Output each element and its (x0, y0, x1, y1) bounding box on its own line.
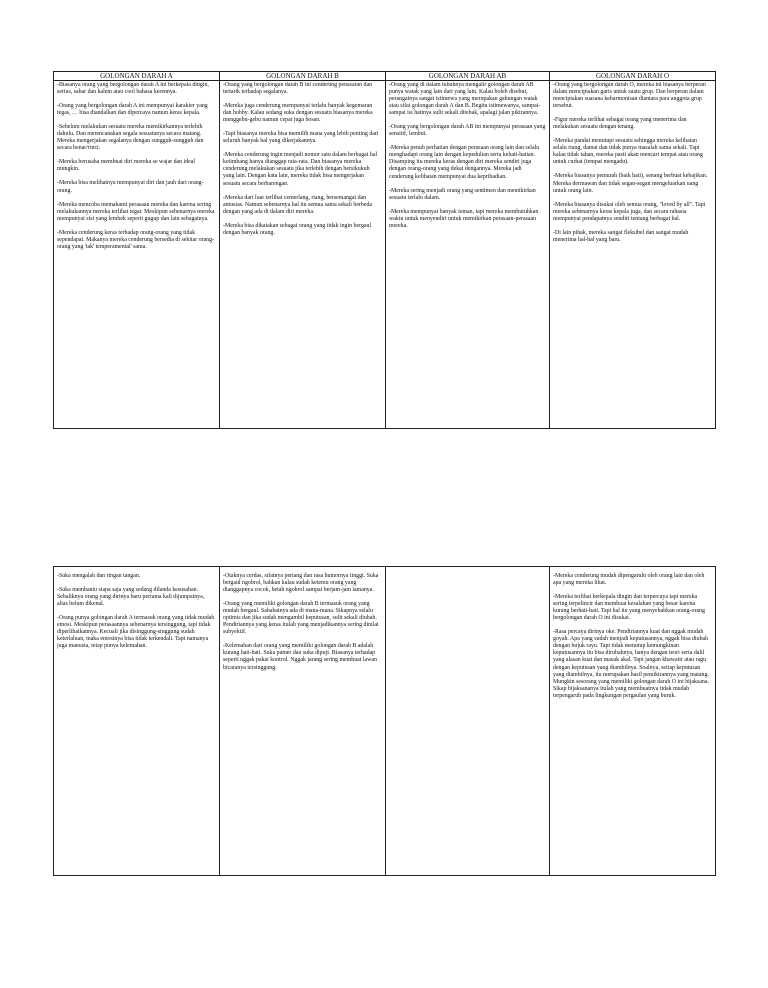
cell-paragraph: -Mereka dari luar terlihat cemerlang, riang, bersemangat dan antusias. Namun sebenarnya hal itu semua sama sekali berbeda dengan yang ada di dalam diri mereka. (223, 194, 373, 215)
cell-paragraph: -Mereka biasanya disukai oleh semua orang, "loved by all". Tapi mereka sebenarnya keras kepala juga, dan secara rahasia mempunyai pendapatnya sendiri tentang berbagai hal. (553, 201, 706, 222)
cell-paragraph: -Mereka pandai menutupi sesuatu sehingga mereka kelihatan selalu riang, damai dan tidak punya masalah sama sekali. Tapi kalau tidak tahan, mereka pasti akan mencari tempat atau orang untuk curhat (tempat mengadu). (553, 138, 703, 166)
body-row (54, 81, 716, 429)
cell-paragraph: -Mereka cenderung ingin menjadi nomor satu dalam berbagai hal ketimbang hanya dianggap rata-rata. Dan biasanya mereka cenderung melakukan sesuatu jika terlebih dengan bersikukuh yang lain. Dengan kata lain, mereka tidak bisa mengerjakan sesuatu secara berbarengan. (223, 152, 378, 187)
cell-paragraph: -Orang yang di dalam tubuhnya mengalir golongan darah AB punya watak yang lain dari yang lain. Kalau boleh disebut, perangainya sangat istimewa yang merupakan gabungan watak atau sifat golongan darah A dan B. Begitu istimewanya, sampai-sampai isi hatinya sulit sekali ditebak, apalagi jalan pikirannya. (389, 82, 541, 117)
cell-a-bottom (54, 567, 220, 876)
blood-type-table-bottom (53, 566, 716, 876)
cell-paragraph: -Orang punya golongan darah A termasuk orang yang tidak mudah emosi. Meskipun perasaannya sebenarnya tersinggung, tapi tidak diperlihatkannya. Kecuali jika disinggung-singgung sudah keterlaluan, maka emosinya bisa tidak terkendali. Tapi namanya juga manusia, tetap punya kelemahan. (57, 615, 215, 650)
cell-paragraph: -Orang yang bergolongan darah B ini cenderung penasaran dan tertarik terhadap segalanya. (223, 82, 373, 96)
cell-paragraph: -Orang yang bergolongan darah AB ini mempunyai perasaan yang sensitif, lembut. (389, 124, 546, 138)
cell-paragraph: -Tapi biasanya mereka bisa memilih mana yang lebih penting dari seluruh banyak hal yang dikerjakannya. (223, 131, 379, 145)
cell-paragraph: -Mereka sering menjadi orang yang sentimen dan memikirkan sesuatu terlalu dalam. (389, 187, 536, 201)
cell-paragraph: -Otaknya cerdas, sifatnya periang dan rasa humornya tinggi. Suka bergaul ngobrol, bahkan kalau sudah ketemu orang yang dianggapnya cocok, betah ngobrol sampai berjam-jam lamanya. (223, 573, 379, 594)
cell-paragraph: -Di lain pihak, mereka sangat fleksibel dan sangat mudah menerima hal-hal yang baru. (553, 229, 689, 243)
cell-paragraph: -Mereka cenderung keras terhadap orang-orang yang tidak sependapat. Makanya mereka cenderung bersedia di sekitar orang-orang yang 'tak' temperamental' sama. (57, 229, 215, 250)
cell-paragraph: -Suka mengalah dan ringan tangan. (57, 573, 141, 579)
cell-a-top (54, 81, 220, 429)
header-golongan-o: GOLONGAN DARAH O (550, 72, 716, 81)
cell-paragraph: -Mereka terlihat berkepala dingin dan terpercaya tapi mereka sering terpelincir dan membuat kesalahan yang besar karena kurang berhati-hati. Tapi hal itu yang menyebabkan orang-orang bergolongan darah O ini disukai. (553, 594, 705, 622)
header-golongan-ab: GOLONGAN DARAH AB (386, 72, 550, 81)
cell-paragraph: -Mereka penuh perhatian dengan perasaan orang lain dan selalu menghadapi orang lain dengan kepedulian serta kehati-hatian. Disamping itu mereka keras dengan diri mereka sendiri juga dengan orang-orang yang dekat dengannya. Mereka jadi cenderung kelihatan mempunyai dua kepribadian. (389, 145, 540, 180)
cell-paragraph: -Orang yang bergolongan darah A ini mempunyai karakter yang tegas, … bisa diandalkan dan dipercaya namun keras kepala. (57, 103, 208, 117)
cell-o-top (550, 81, 716, 429)
blood-type-table-top (53, 71, 716, 429)
cell-paragraph: -Figur mereka terlihat sebagai orang yang menerima dan melakukan sesuatu dengan tenang. (553, 117, 687, 131)
body-row (54, 567, 716, 876)
cell-paragraph: -Mereka berusaha membuat diri mereka se wajar dan ideal mungkin. (57, 159, 196, 173)
cell-paragraph: -Mereka bisa dikatakan sebagai orang yang tidak ingin bergaul dengan banyak orang. (223, 222, 372, 236)
cell-paragraph: -Mereka cenderung mudah dipengaruhi oleh orang lain dan oleh apa yang mereka lihat. (553, 573, 705, 587)
header-golongan-b: GOLONGAN DARAH B (220, 72, 386, 81)
cell-ab-bottom (386, 567, 550, 876)
cell-paragraph: -Sebelum melakukan sesuatu mereka memikirkannya terlebih dahulu. Dan merencanakan segala sesuatunya secara matang. Mereka mengerjakan segalanya dengan sungguh-sungguh dan secara benar/rinci. (57, 124, 204, 152)
cell-paragraph: -Biasanya orang yang bergolongan darah A ini berkepala dingin, serius, sabar dan kalem atau cool bahasa kerennya. (57, 82, 209, 96)
cell-paragraph: -Mereka mempunyai banyak teman, tapi mereka membutuhkan waktu untuk menyendiri untuk memikirkan perasaan-perasaan mereka. (389, 208, 539, 229)
cell-o-bottom (550, 567, 716, 876)
cell-paragraph: -Kelemahan dari orang yang memiliki golongan darah B adalah kurang hati-hati. Suka pamer dan suka dipuji. Biasanya terhadap seperti nggak pakai kontrol. Nggak jarang sering membuat lawan bicaranya tersinggung. (223, 643, 377, 671)
cell-b-bottom (220, 567, 386, 876)
cell-paragraph: -Orang yang memiliki golongan darah B termasuk orang yang mudah bergaul. Sahabatnya ada di mana-mana. Sikapnya selalu optimis dan jika sudah mengambil keputusan, sulit sekali diubah. Pendiriannya yang keras itulah yang menjadikannya sering dinilai subyektif. (223, 601, 379, 636)
cell-b-top (220, 81, 386, 429)
header-golongan-a: GOLONGAN DARAH A (54, 72, 220, 81)
cell-paragraph: -Mereka mencoba memahami perasaan mereka dan karena sering melakukannya mereka terlihat tegar. Meskipun sebenarnya mereka mempunyai sisi yang lembek seperti gugup dan lain sebagainya. (57, 201, 215, 222)
cell-paragraph: -Orang yang bergolongan darah O, mereka ini biasanya berperan dalam menciptakan garis untuk suatu grup. Dan berperan dalam menciptakan suasana keharmonisan diantara para anggota grup tersebut. (553, 82, 706, 110)
header-row (54, 72, 716, 81)
cell-paragraph: -Mereka biasanya pemurah (baik hati), senang berbuat kebajikan. Mereka dermawan dan tidak segan-segan mengeluarkan uang untuk orang lain. (553, 173, 708, 194)
cell-paragraph: -Mereka juga cenderung mempunyai terlalu banyak kegemaran dan hobby. Kalau sedang suka dengan sesuatu biasanya mereka menggebu-gebu namun cepat juga bosan. (223, 103, 373, 124)
cell-paragraph: -Rasa percaya dirinya oke. Pendiriannya kuat dan nggak mudah goyah. Apa yang sudah menjadi keputusannya, nggak bisa diubah dengan bujuk rayu. Tapi tidak menutup kemungkinan keputusannya itu bisa dirubahnya, hanya dengan teori serta dalil yang alasan kuat dan masuk akal. Tapi jangan khawatir atau ragu dengan keputusan yang diambilnya. Soalnya, setiap keputusan yang diambilnya, itu merupakan hasil pemikirannya yang matang. Mungkin sesorang yang memiliki golongan darah O ini bijaksana. Sikap bijaksananya itulah yang membuatnya tidak mudah terpengaruh pada lingkungan pergaulan yang buruk. (553, 629, 709, 699)
cell-paragraph: -Suka membantu siapa saja yang sedang dilanda kesusahan. Sebaliknya orang yang dirinya baru pertama kali dijumpainya, alias belum dikenal. (57, 587, 205, 608)
cell-ab-top (386, 81, 550, 429)
cell-paragraph: -Mereka bisa melihatnya mempunyai diri dan jauh dari orang-orang. (57, 180, 204, 194)
